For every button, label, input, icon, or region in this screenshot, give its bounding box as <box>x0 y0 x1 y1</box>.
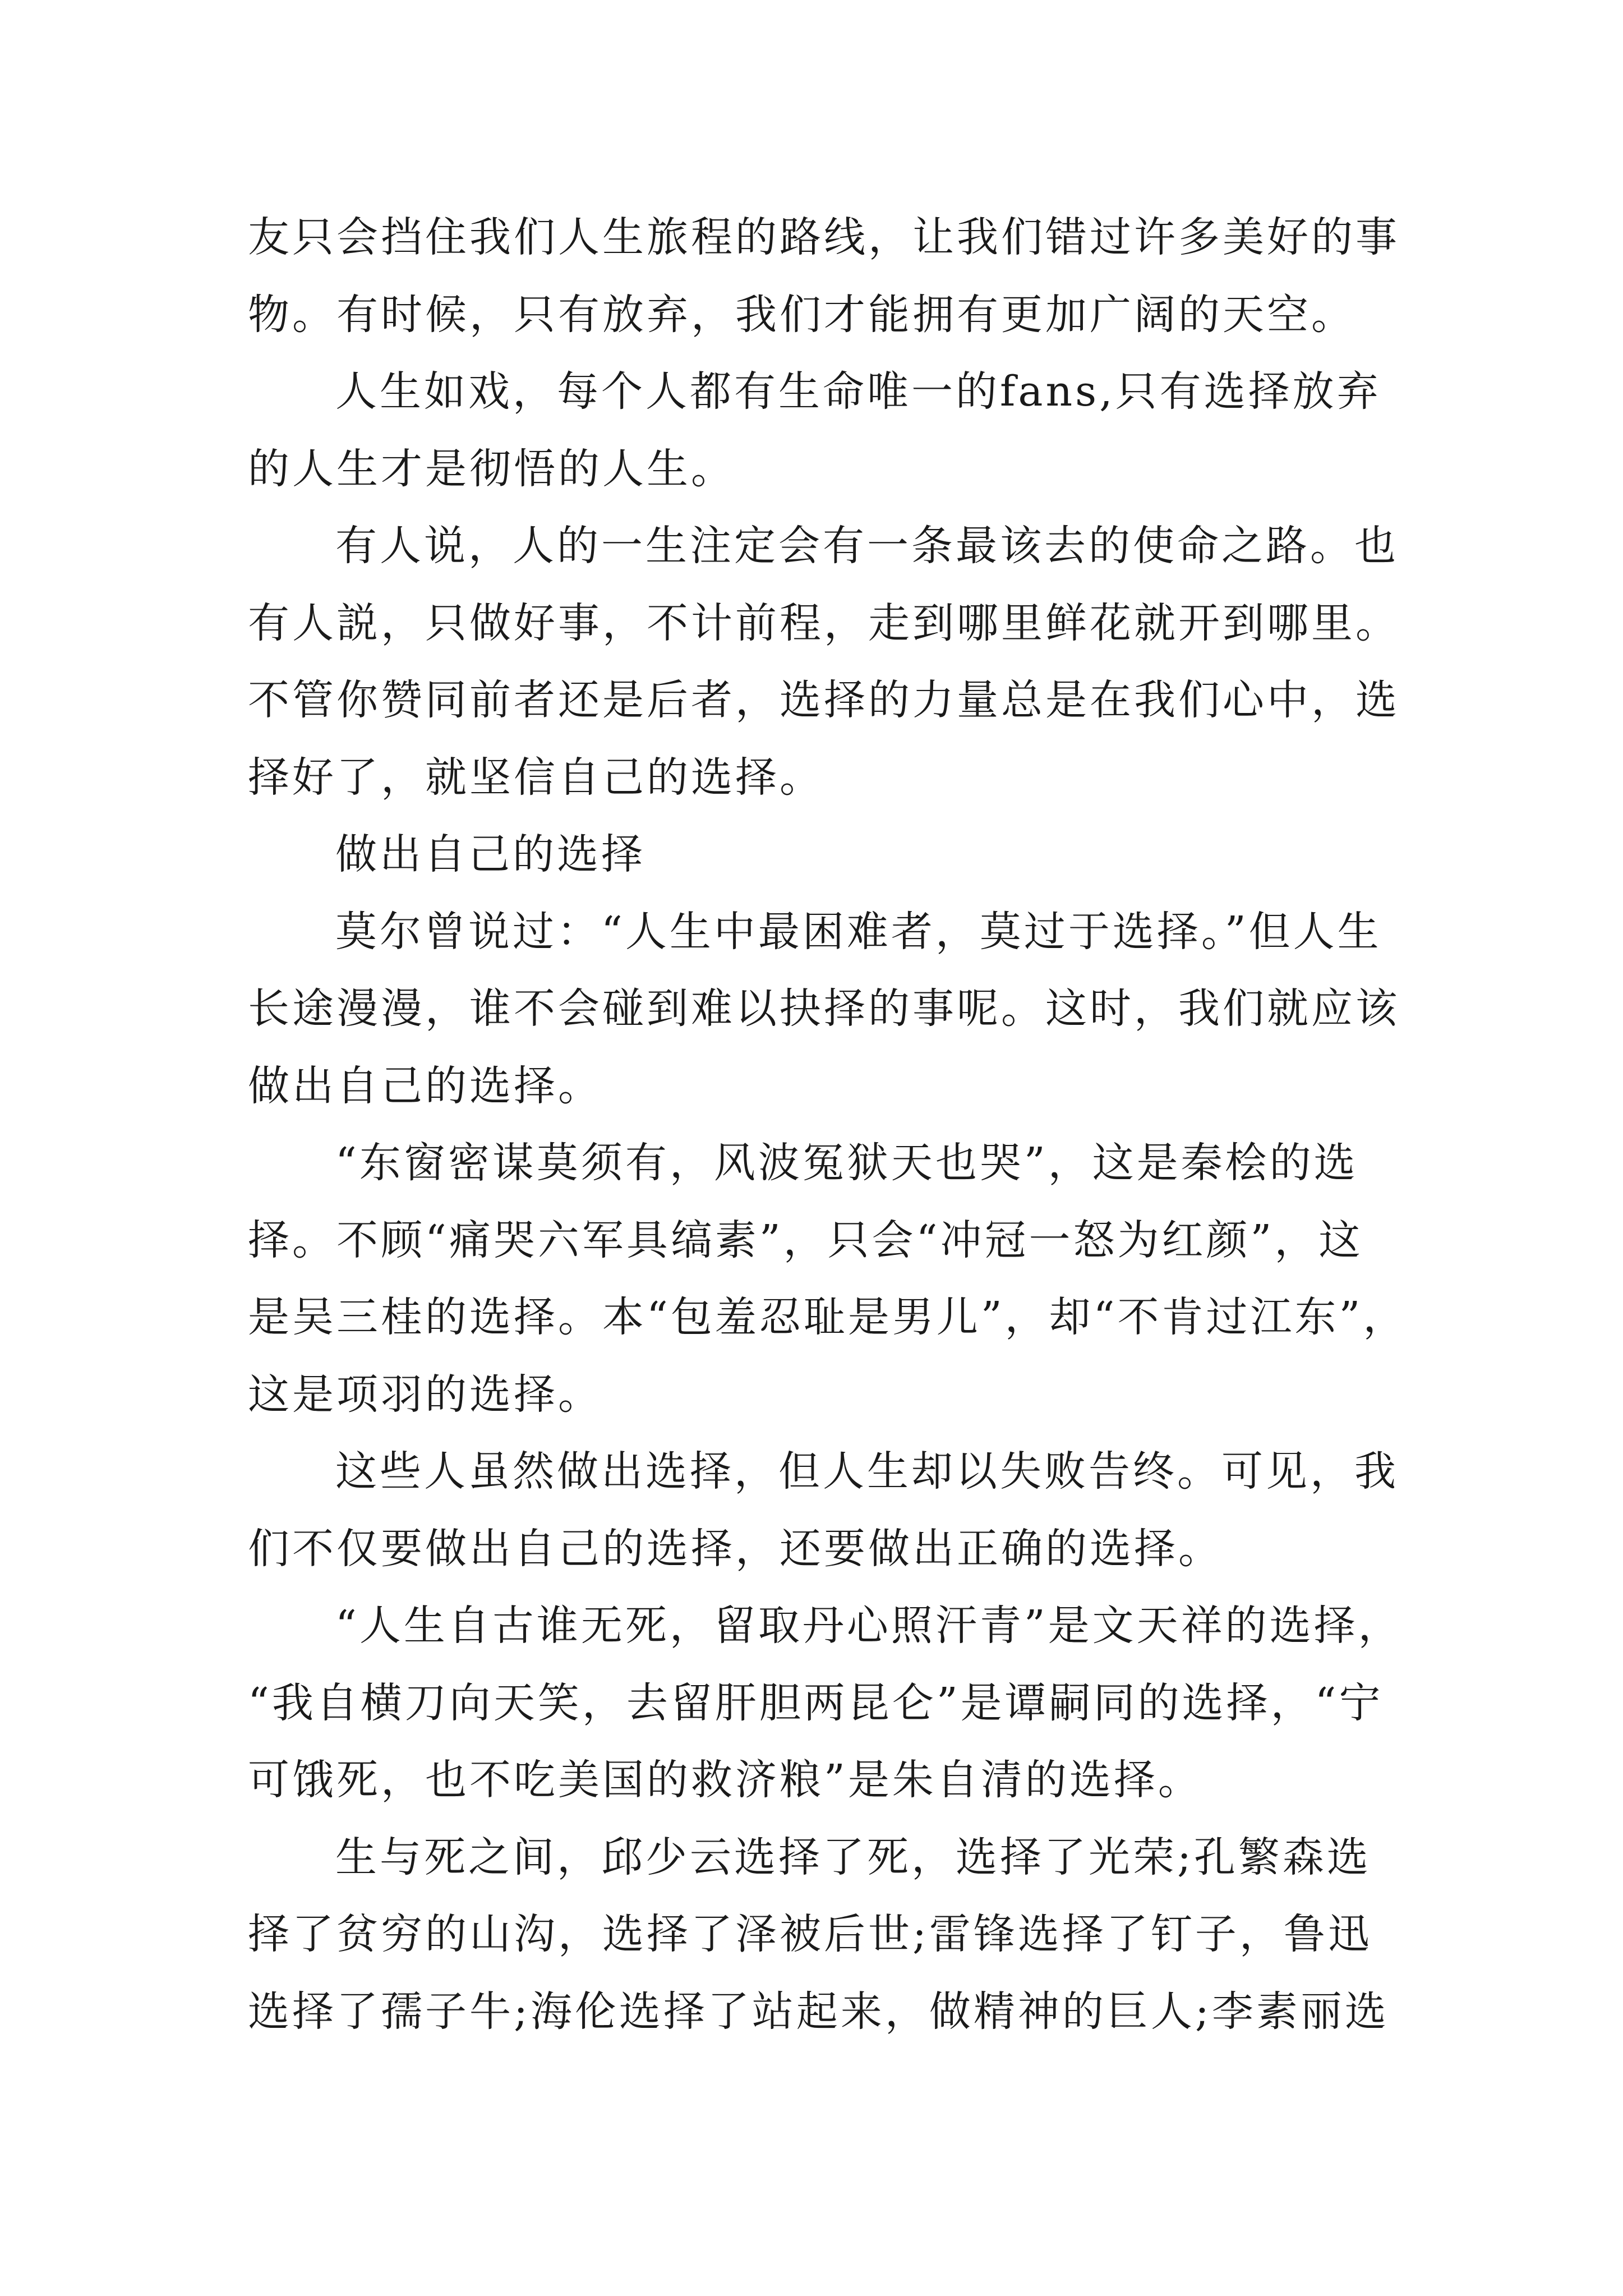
text-line: 友只会挡住我们人生旅程的路线，让我们错过许多美好的事 <box>248 213 1400 261</box>
text-line: 有人说，人的一生注定会有一条最该去的使命之路。也 <box>335 522 1399 570</box>
text-line: “人生自古谁无死，留取丹心照汗青”是文天祥的选择， <box>335 1602 1403 1650</box>
text-line: 这是项羽的选择。 <box>248 1370 602 1419</box>
text-line: 可饿死，也不吃美国的救济粮”是朱自清的选择。 <box>248 1756 1202 1804</box>
text-line: 择。不顾“痛哭六军具缟素”，只会“冲冠一怒为红颜”，这 <box>248 1216 1363 1264</box>
text-line: 们不仅要做出自己的选择，还要做出正确的选择。 <box>248 1524 1223 1573</box>
document-body <box>248 199 1408 2050</box>
text-line: “东窗密谋莫须有，风波冤狱天也哭”，这是秦桧的选 <box>335 1139 1358 1187</box>
text-line: 选择了孺子牛;海伦选择了站起来，做精神的巨人;李素丽选 <box>248 1987 1389 2036</box>
text-line: 人生如戏，每个人都有生命唯一的fans,只有选择放弃 <box>335 367 1381 416</box>
text-line: 的人生才是彻悟的人生。 <box>248 444 735 493</box>
text-line: 有人説，只做好事，不计前程，走到哪里鲜花就开到哪里。 <box>248 599 1400 647</box>
section-heading: 做出自己的选择 <box>335 830 645 878</box>
text-line: 这些人虽然做出选择，但人生却以失败告终。可见，我 <box>335 1447 1399 1496</box>
text-line: 做出自己的选择。 <box>248 1061 602 1110</box>
text-line: “我自横刀向天笑，去留肝胆两昆仑”是谭嗣同的选择，“宁 <box>248 1678 1384 1727</box>
text-line: 生与死之间，邱少云选择了死，选择了光荣;孔繁森选 <box>335 1833 1371 1881</box>
text-line: 择好了，就坚信自己的选择。 <box>248 753 824 802</box>
text-line: 长途漫漫，谁不会碰到难以抉择的事呢。这时，我们就应该 <box>248 984 1400 1033</box>
text-line: 择了贫穷的山沟，选择了泽被后世;雷锋选择了钉子，鲁迅 <box>248 1910 1372 1958</box>
text-line: 不管你赞同前者还是后者，选择的力量总是在我们心中，选 <box>248 676 1400 724</box>
text-line: 是吴三桂的选择。本“包羞忍耻是男儿”，却“不肯过江东”， <box>248 1293 1408 1341</box>
text-line: 莫尔曾说过：“人生中最困难者，莫过于选择。”但人生 <box>335 907 1382 956</box>
text-line: 物。有时候，只有放弃，我们才能拥有更加广阔的天空。 <box>248 290 1355 339</box>
